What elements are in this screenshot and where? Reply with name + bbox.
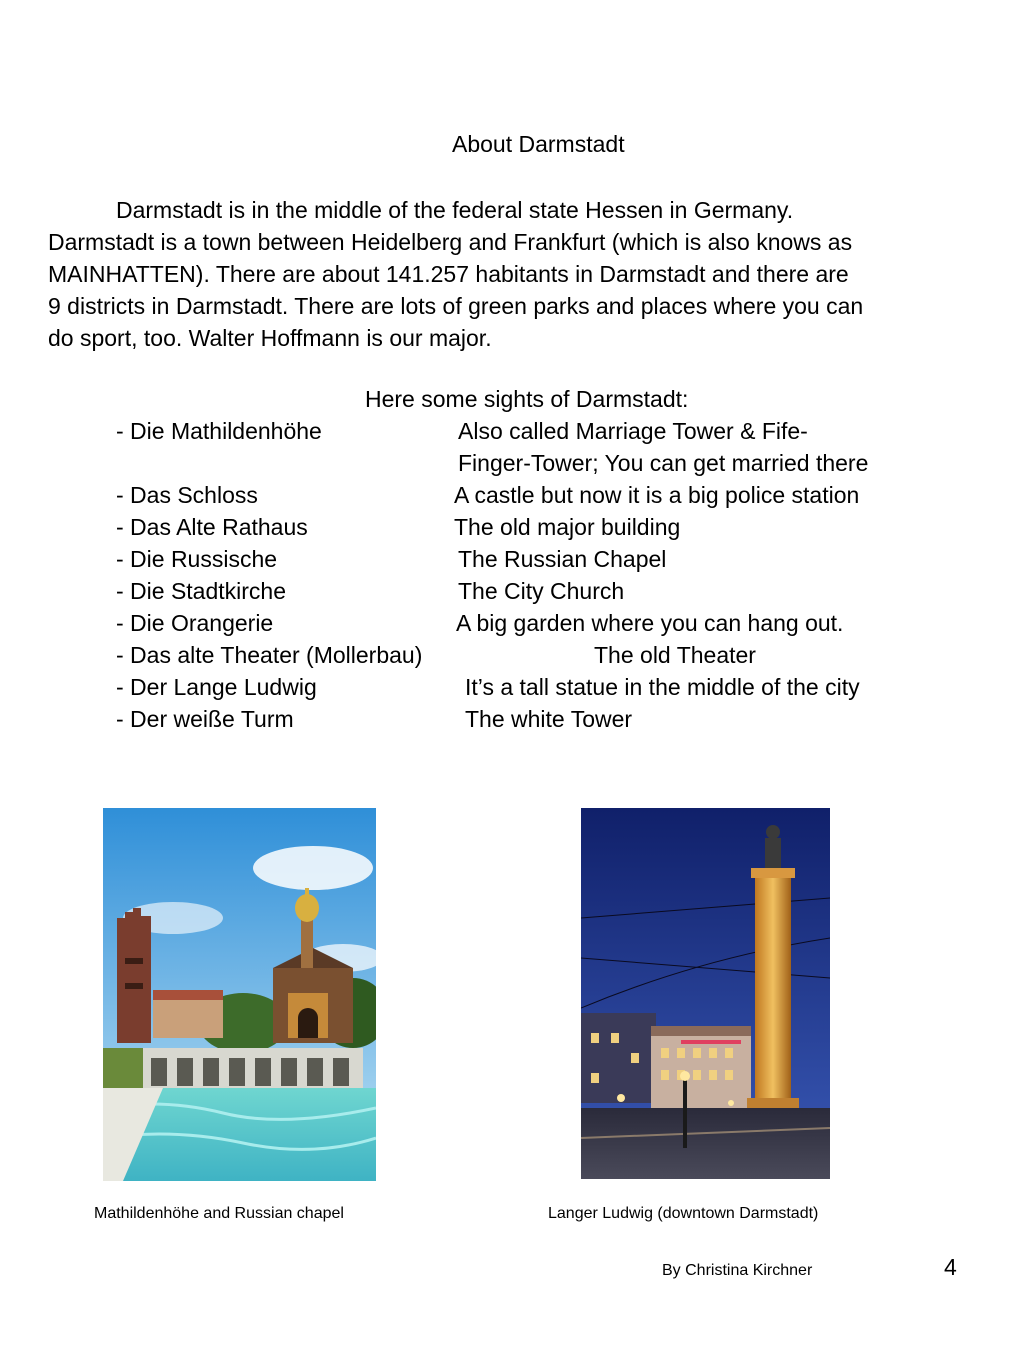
intro-line: MAINHATTEN). There are about 141.257 habitants in Darmstadt and there are: [48, 261, 849, 287]
sight-name: - Das Alte Rathaus: [116, 514, 308, 540]
sight-description: A castle but now it is a big police station: [454, 482, 860, 508]
sight-description: The Russian Chapel: [458, 546, 667, 572]
sight-description: It’s a tall statue in the middle of the city: [465, 674, 860, 700]
photo-langer-ludwig: [581, 808, 830, 1179]
sight-description: Also called Marriage Tower & Fife-: [458, 418, 808, 444]
sights-heading: Here some sights of Darmstadt:: [365, 386, 689, 412]
sight-name: - Die Russische: [116, 546, 278, 572]
sight-name: - Das Schloss: [116, 482, 258, 508]
sight-description: A big garden where you can hang out.: [456, 610, 844, 636]
intro-line: 9 districts in Darmstadt. There are lots of green parks and places where you can: [48, 293, 864, 319]
mathildenhoehe-illustration: [103, 808, 376, 1181]
sight-name: - Der Lange Ludwig: [116, 674, 317, 700]
intro-line: Darmstadt is in the middle of the federal state Hessen in Germany.: [116, 197, 794, 223]
sight-description: The old Theater: [594, 642, 756, 668]
sight-description: The City Church: [458, 578, 625, 604]
sight-name: - Das alte Theater (Mollerbau): [116, 642, 423, 668]
sight-name: - Die Stadtkirche: [116, 578, 287, 604]
sight-name: - Die Mathildenhöhe: [116, 418, 322, 444]
sight-description: The old major building: [454, 514, 681, 540]
intro-line: Darmstadt is a town between Heidelberg and Frankfurt (which is also knows as: [48, 229, 853, 255]
sight-name: - Der weiße Turm: [116, 706, 294, 732]
author-byline: By Christina Kirchner: [662, 1262, 813, 1279]
page-number: 4: [944, 1254, 957, 1280]
page-title: About Darmstadt: [452, 131, 625, 157]
langer-ludwig-illustration: [581, 808, 830, 1179]
sight-description: The white Tower: [465, 706, 633, 732]
sight-description: Finger-Tower; You can get married there: [458, 450, 869, 476]
sight-name: - Die Orangerie: [116, 610, 274, 636]
photo-caption-mathildenhoehe: Mathildenhöhe and Russian chapel: [94, 1205, 344, 1222]
intro-line: do sport, too. Walter Hoffmann is our major.: [48, 325, 492, 351]
photo-caption-langer-ludwig: Langer Ludwig (downtown Darmstadt): [548, 1205, 819, 1222]
photo-mathildenhoehe: [103, 808, 376, 1181]
